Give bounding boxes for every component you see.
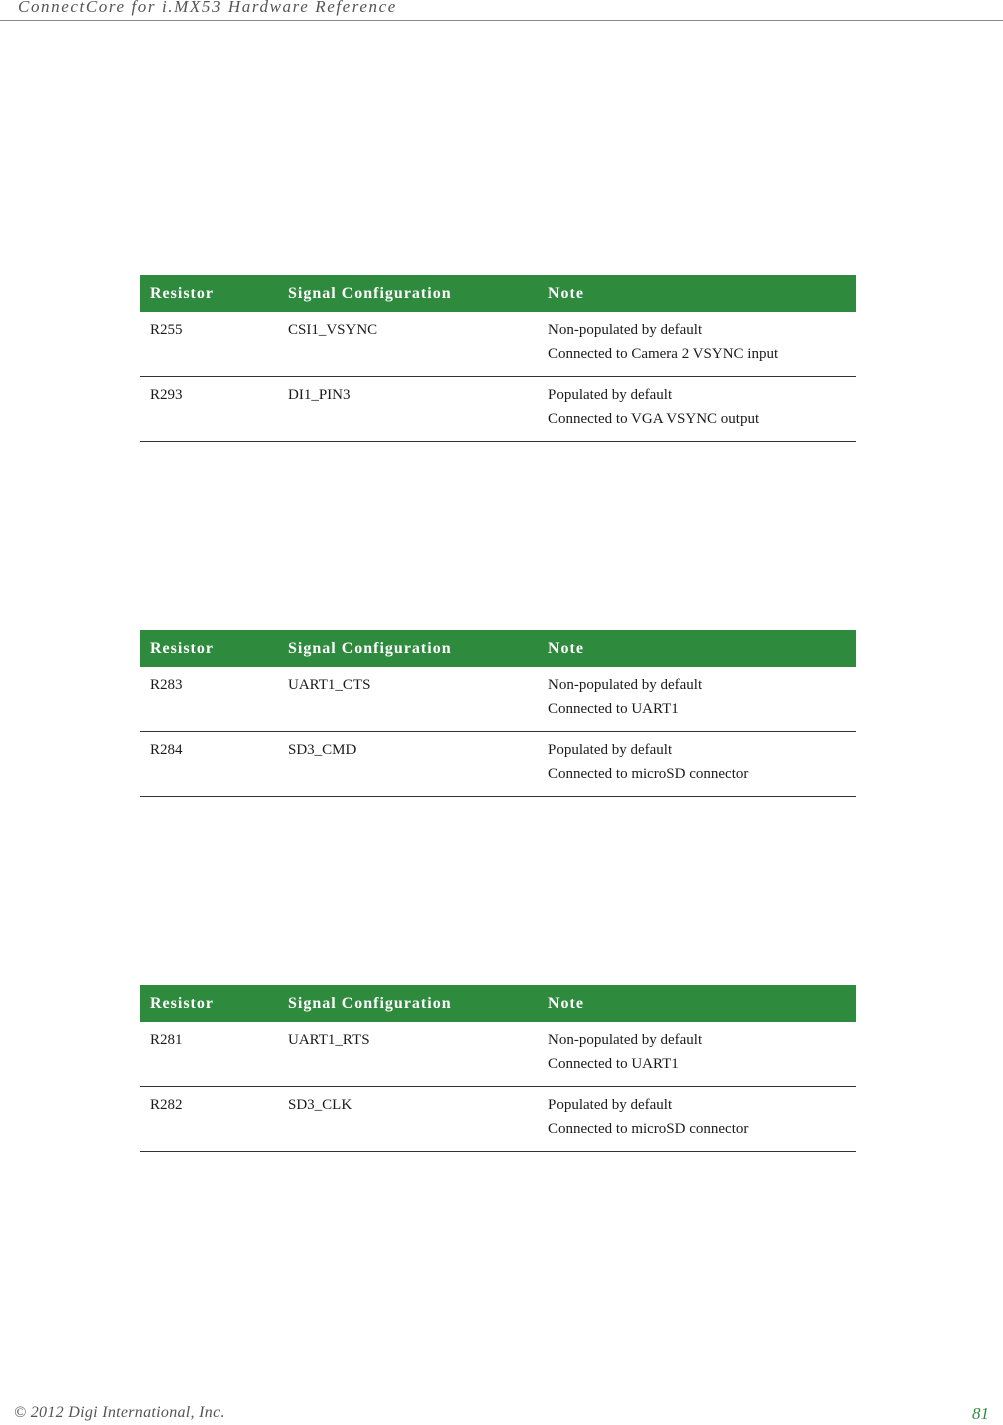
header-rule xyxy=(0,20,1003,21)
resistor-cell: R255 xyxy=(140,312,278,377)
note-line: Populated by default xyxy=(548,742,673,758)
signal-cell: UART1_RTS xyxy=(278,1022,538,1087)
resistor-table-2 xyxy=(140,630,856,797)
note-cell xyxy=(538,732,856,797)
note-cell xyxy=(538,377,856,442)
table-header-row xyxy=(140,985,856,1022)
resistor-table-1 xyxy=(140,275,856,442)
note-line: Non-populated by default xyxy=(548,677,703,693)
note-line: Non-populated by default xyxy=(548,1032,703,1048)
table-header-row xyxy=(140,630,856,667)
signal-cell: UART1_CTS xyxy=(278,667,538,732)
table-row xyxy=(140,377,856,442)
signal-cell: SD3_CMD xyxy=(278,732,538,797)
note-cell xyxy=(538,667,856,732)
table-row xyxy=(140,1087,856,1152)
note-line: Non-populated by default xyxy=(548,322,703,338)
note-line: Connected to microSD connector xyxy=(548,766,749,782)
signal-cell: CSI1_VSYNC xyxy=(278,312,538,377)
resistor-cell: R293 xyxy=(140,377,278,442)
note-line: Connected to UART1 xyxy=(548,701,679,717)
note-line: Connected to UART1 xyxy=(548,1056,679,1072)
table-header-row xyxy=(140,275,856,312)
column-header-signal-configuration: Signal Configuration xyxy=(288,284,452,302)
note-line: Connected to microSD connector xyxy=(548,1121,749,1137)
resistor-cell: R283 xyxy=(140,667,278,732)
copyright-footer: © 2012 Digi International, Inc. xyxy=(14,1404,225,1421)
column-header-note: Note xyxy=(548,639,584,657)
note-line: Connected to Camera 2 VSYNC input xyxy=(548,346,779,362)
note-cell xyxy=(538,1087,856,1152)
note-cell xyxy=(538,1022,856,1087)
note-line: Populated by default xyxy=(548,1097,673,1113)
resistor-cell: R281 xyxy=(140,1022,278,1087)
signal-cell: SD3_CLK xyxy=(278,1087,538,1152)
column-header-note: Note xyxy=(548,994,584,1012)
column-header-resistor: Resistor xyxy=(150,994,214,1012)
note-cell xyxy=(538,312,856,377)
column-header-note: Note xyxy=(548,284,584,302)
running-header: ConnectCore for i.MX53 Hardware Reference xyxy=(18,0,397,16)
resistor-cell: R284 xyxy=(140,732,278,797)
column-header-signal-configuration: Signal Configuration xyxy=(288,639,452,657)
column-header-resistor: Resistor xyxy=(150,639,214,657)
page-number: 81 xyxy=(972,1404,989,1423)
table-row xyxy=(140,1022,856,1087)
resistor-cell: R282 xyxy=(140,1087,278,1152)
note-line: Connected to VGA VSYNC output xyxy=(548,411,760,427)
table-row xyxy=(140,667,856,732)
column-header-resistor: Resistor xyxy=(150,284,214,302)
note-line: Populated by default xyxy=(548,387,673,403)
resistor-table-3 xyxy=(140,985,856,1152)
column-header-signal-configuration: Signal Configuration xyxy=(288,994,452,1012)
signal-cell: DI1_PIN3 xyxy=(278,377,538,442)
table-row xyxy=(140,312,856,377)
table-row xyxy=(140,732,856,797)
